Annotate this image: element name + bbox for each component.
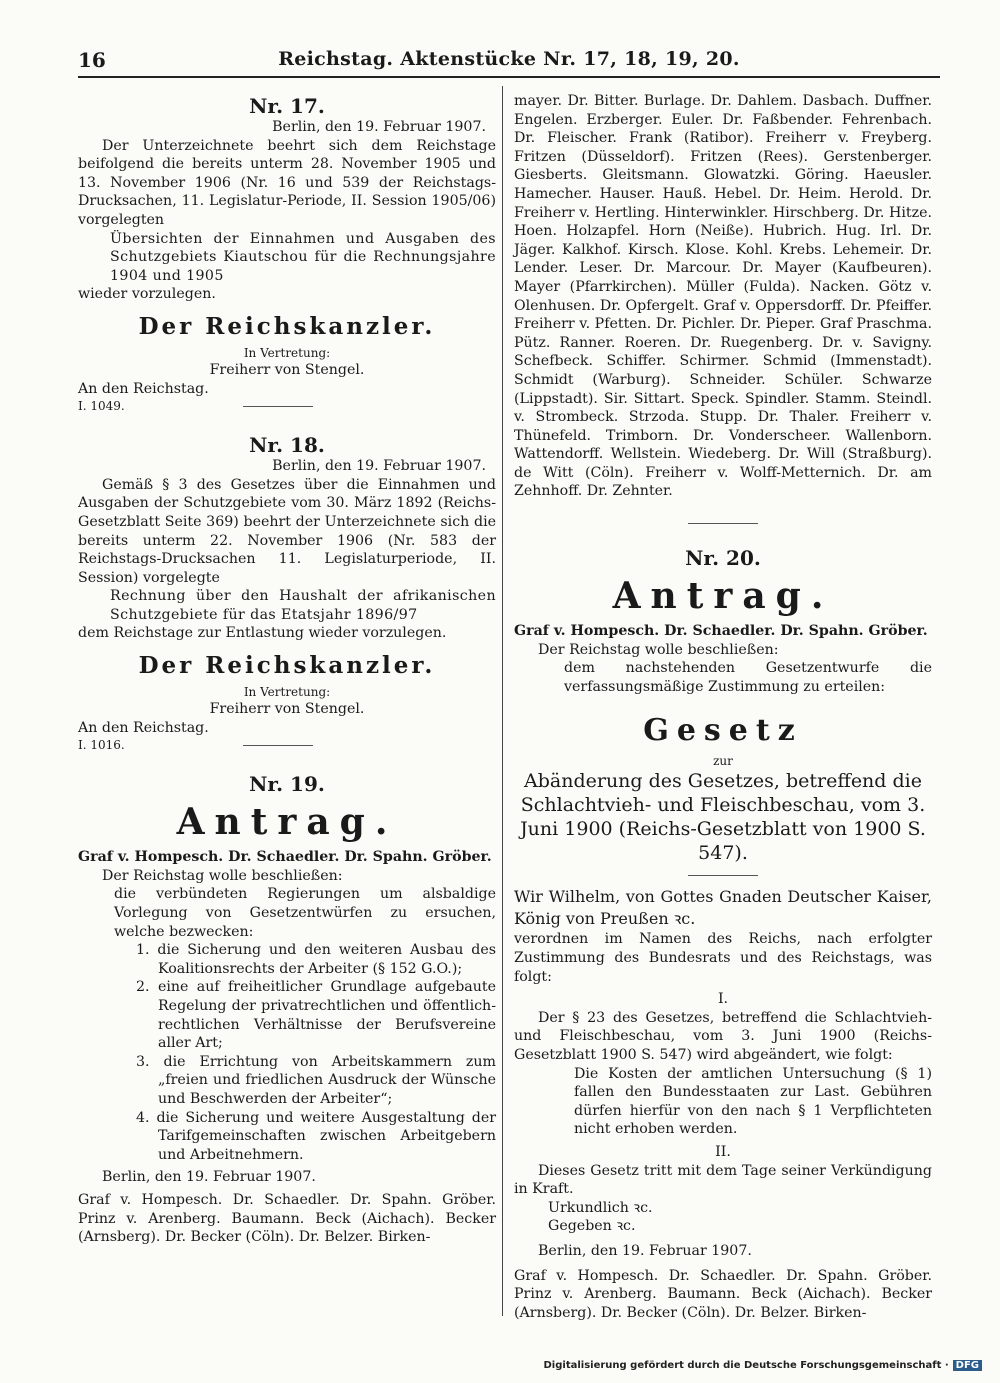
resolution-intro: Der Reichstag wolle beschließen: xyxy=(102,867,343,884)
body-paragraph: Der Unterzeichnete beehrt sich dem Reichstage beifolgend die bereits unterm 28. November 1905 und 13. November 1906 (Nr. 16 und 539 der Reichstags-Drucksachen, 11. Legislatur-Periode, II. Session 1905/06) vorgelegten xyxy=(78,137,496,228)
section-nr-17 xyxy=(78,94,496,414)
law-title: Abänderung des Gesetzes, betreffend die Schlachtvieh- und Fleischbeschau, vom 3. Juni 1900 (Reichs-Gesetzblatt von 1900 S. 547). xyxy=(520,770,926,865)
addressee: An den Reichstag. xyxy=(78,380,209,397)
section-rule xyxy=(243,745,313,746)
law-zur: zur xyxy=(713,754,733,769)
addressee: An den Reichstag. xyxy=(78,719,209,736)
movers: Graf v. Hompesch. Dr. Schaedler. Dr. Spahn. Gröber. xyxy=(78,849,492,866)
section-rule xyxy=(243,406,313,407)
article-text: Der § 23 des Gesetzes, betreffend die Schlachtvieh- und Fleischbeschau, vom 3. Juni 1900 (Reichs-Gesetzblatt 1900 S. 547) wird abgeändert, wie folgt: xyxy=(514,1009,932,1063)
law-heading: Gesetz xyxy=(643,713,803,749)
signer-name: Freiherr von Stengel. xyxy=(209,361,365,378)
dateline: Berlin, den 19. Februar 1907. xyxy=(538,1242,752,1259)
in-vertretung: In Vertretung: xyxy=(243,345,331,360)
article-quote: Die Kosten der amtlichen Untersuchung (§ 1) fallen den Bundesstaaten zur Last. Gebühren dürfen hierfür von den nach § 1 Verpflichteten nicht erhoben werden. xyxy=(574,1065,932,1138)
section-heading: Nr. 19. xyxy=(249,772,325,797)
section-nr-19 xyxy=(78,772,496,1246)
running-head: Reichstag. Aktenstücke Nr. 17, 18, 19, 20. xyxy=(278,48,740,70)
dateline: Berlin, den 19. Februar 1907. xyxy=(272,119,486,135)
right-column xyxy=(514,92,932,1322)
list-item: 1. die Sicherung und den weiteren Ausbau des Koalitionsrechts der Arbeiter (§ 152 G.O.); xyxy=(136,942,496,977)
document-subject: Übersichten der Einnahmen und Ausgaben des Schutzgebiets Kiautschou für die Rechnungsjahre 1904 und 1905 xyxy=(110,230,496,284)
page-header xyxy=(78,48,940,78)
signer-title: Der Reichskanzler. xyxy=(138,652,436,680)
list-item: 4. die Sicherung und weitere Ausgestaltung der Tarifgemeinschaften zwischen Arbeitgebern und Arbeitnehmern. xyxy=(136,1109,496,1163)
formula-line: Urkundlich ꝛc. xyxy=(548,1199,653,1216)
dfg-logo: DFG xyxy=(953,1360,982,1371)
body-paragraph: Gemäß § 3 des Gesetzes über die Einnahmen und Ausgaben der Schutzgebiete vom 30. März 1892 (Reichs-Gesetzblatt Seite 369) beehrt der Unterzeichnete sich die bereits unterm 22. November 1906 (Nr. 583 der Reichstags-Drucksachen 11. Legislaturperiode, II. Session) vorgelegte xyxy=(78,476,496,586)
page-number: 16 xyxy=(78,48,106,72)
left-column xyxy=(78,92,496,1247)
closing-line: dem Reichstage zur Entlastung wieder vorzulegen. xyxy=(78,625,447,642)
article-label: II. xyxy=(715,1143,731,1160)
section-nr-20 xyxy=(514,546,932,1322)
dateline: Berlin, den 19. Februar 1907. xyxy=(272,458,486,475)
footer-text: Digitalisierung gefördert durch die Deutsche Forschungsgemeinschaft · xyxy=(543,1360,949,1371)
list-item: 2. eine auf freiheitlicher Grundlage aufgebaute Regelung der privatrechtlichen und öffentlich-rechtlichen Verhältnisse der Berufsvereine aller Art; xyxy=(136,979,496,1052)
digitization-footer xyxy=(544,1360,983,1371)
section-heading: Nr. 18. xyxy=(249,433,325,458)
article-label: I. xyxy=(717,991,729,1008)
preamble-text: verordnen im Namen des Reichs, nach erfolgter Zustimmung des Bundesrats und des Reichstags, was folgt: xyxy=(514,931,932,985)
in-vertretung: In Vertretung: xyxy=(243,685,331,700)
column-divider xyxy=(502,86,503,1316)
section-heading: Nr. 20. xyxy=(685,546,761,571)
antrag-title: Antrag. xyxy=(612,575,834,618)
resolution-list xyxy=(78,941,496,1164)
resolution-intro: Der Reichstag wolle beschließen: xyxy=(538,641,779,658)
section-heading: Nr. 17. xyxy=(249,94,325,118)
signatories: Graf v. Hompesch. Dr. Schaedler. Dr. Spahn. Gröber. Prinz v. Arenberg. Baumann. Beck (Aichach). Becker (Arnsberg). Dr. Becker (Cöln). Dr. Belzer. Birken- xyxy=(78,1191,496,1246)
section-rule xyxy=(688,875,758,876)
formula-line: Gegeben ꝛc. xyxy=(548,1218,636,1235)
signer-name: Freiherr von Stengel. xyxy=(209,701,365,718)
document-subject: Rechnung über den Haushalt der afrikanischen Schutzgebiete für das Etatsjahr 1896/97 xyxy=(110,588,496,623)
signatories: Graf v. Hompesch. Dr. Schaedler. Dr. Spahn. Gröber. Prinz v. Arenberg. Baumann. Beck (Aichach). Becker (Arnsberg). Dr. Becker (Cöln). Dr. Belzer. Birken- xyxy=(514,1267,932,1321)
movers: Graf v. Hompesch. Dr. Schaedler. Dr. Spahn. Gröber. xyxy=(514,623,928,640)
reference-number: I. 1016. xyxy=(78,738,125,753)
list-item: 3. die Errichtung von Arbeitskammern zum „freien und friedlichen Ausdruck der Wünsche und Beschwerden der Arbeiter“; xyxy=(136,1053,496,1107)
section-nr-18 xyxy=(78,433,496,753)
resolution-lead: dem nachstehenden Gesetzentwurfe die verfassungsmäßige Zustimmung zu erteilen: xyxy=(564,660,932,695)
antrag-title: Antrag. xyxy=(176,801,398,844)
preamble-enacting: Wir Wilhelm, von Gottes Gnaden Deutscher Kaiser, König von Preußen ꝛc. xyxy=(514,887,932,929)
reference-number: I. 1049. xyxy=(78,399,125,414)
signatories-continuation: mayer. Dr. Bitter. Burlage. Dr. Dahlem. Dasbach. Duffner. Engelen. Erzberger. Euler. Dr. Faßbender. Fehrenbach. Dr. Fleischer. Frank (Ratibor). Freiherr v. Freyberg. Fritzen (Düsseldorf). Fritzen (Rees). Gerstenberger. Giesberts. Gleitsmann. Glowatzki. Göring. Haeusler. Hamecher. Hauser. Hauß. Hebel. Dr. Heim. Herold. Dr. Freiherr v. Hertling. Hinterwinkler. Hirschberg. Dr. Hitze. Hoen. Holzapfel. Horn (Neiße). Hubrich. Hug. Irl. Dr. Jäger. Kalkhof. Kirsch. Klose. Kohl. Krebs. Lehemeir. Dr. Lender. Leser. Dr. Marcour. Dr. Mayer (Kaufbeuren). Mayer (Pfarrkirchen). Müller (Fulda). Nacken. Götz v. Olenhusen. Dr. Opfergelt. Graf v. Oppersdorff. Dr. Pfeiffer. Freiherr v. Pfetten. Dr. Pichler. Dr. Pieper. Graf Praschma. Pütz. Ranner. Roeren. Dr. Ruegenberg. Dr. v. Savigny. Schefbeck. Schiffer. Schirmer. Schmid (Immenstadt). Schmidt (Warburg). Schneider. Schüler. Schwarze (Lippstadt). Sir. Sittart. Speck. Spindler. Stamm. Steindl. v. Strombeck. Strzoda. Stupp. Dr. Thaler. Freiherr v. Thünefeld. Trimborn. Dr. Vonderscheer. Wallenborn. Wattendorff. Wellstein. Wiedeberg. Dr. Will (Straßburg). de Witt (Cöln). Freiherr v. Wolff-Metternich. Dr. am Zehnhoff. Dr. Zehnter. xyxy=(514,93,932,500)
dateline: Berlin, den 19. Februar 1907. xyxy=(102,1169,316,1186)
resolution-lead: die verbündeten Regierungen um alsbaldige Vorlegung von Gesetzentwürfen zu ersuchen, welche bezwecken: xyxy=(114,886,496,940)
closing-line: wieder vorzulegen. xyxy=(78,286,216,303)
section-rule xyxy=(688,523,758,524)
article-text: Dieses Gesetz tritt mit dem Tage seiner Verkündigung in Kraft. xyxy=(514,1162,932,1198)
signer-title: Der Reichskanzler. xyxy=(138,312,436,340)
